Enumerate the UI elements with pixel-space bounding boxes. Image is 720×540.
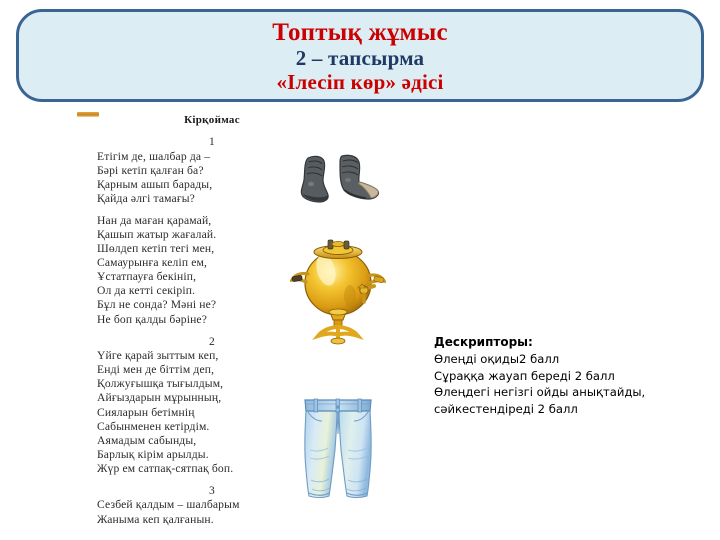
jeans-illustration (298, 392, 378, 504)
poem-line: Сияларын бетімнің (97, 405, 195, 419)
descriptor-line: сәйкестендіреді 2 балл (434, 401, 578, 416)
poem-line: Шөлдеп кетіп тегі мен, (97, 242, 215, 256)
poem-line: Қолжуғышқа тығылдым, (97, 377, 224, 391)
stanza-gap (97, 206, 327, 214)
poem-title: Кірқоймас (184, 114, 240, 126)
banner-title-line-3: «Ілесіп көр» әдісі (276, 70, 444, 94)
poem-line: Барлық кірім арылды. (97, 447, 209, 461)
poem-line: Самаурынға келіп ем, (97, 256, 208, 270)
descriptor-line: Өлеңдегі негізгі ойды анықтайды, (434, 385, 646, 400)
poem-line: Не боп қалды бәріне? (97, 312, 208, 326)
descriptors-lines (434, 351, 718, 417)
title-banner (16, 9, 704, 102)
poem-line: Етігім де, шалбар да – (97, 149, 211, 163)
samovar-illustration (290, 228, 386, 346)
poem-line: Енді мен де біттім деп, (97, 363, 215, 377)
descriptor-line: Сұраққа жауап береді 2 балл (434, 368, 615, 383)
poem-line: Бұл не сонда? Мәні не? (97, 298, 217, 312)
scanned-page (0, 104, 720, 540)
page-edge-marker (77, 112, 99, 117)
stanza-gap (97, 476, 327, 484)
stanza-number: 3 (209, 484, 215, 497)
poem-line: Қашып жатыр жағалай. (97, 227, 217, 241)
banner-title-line-1: Топтық жұмыс (272, 19, 448, 47)
poem-line: Қайда әлгі тамағы? (97, 191, 195, 205)
poem-line: Бәрі кетіп қалған ба? (97, 163, 204, 177)
stanza-number: 2 (209, 335, 215, 348)
poem-line: Жүр ем сатпақ-сятпақ боп. (97, 461, 234, 475)
descriptors-title: Дескрипторы: (434, 335, 533, 349)
descriptors-block (434, 334, 718, 417)
poem-line: Сабынменен кетірдім. (97, 419, 210, 433)
stanza-number: 1 (209, 136, 215, 148)
poem-line: Қарным ашып барады, (97, 177, 213, 191)
poem-line: Ұстатпауға бекініп, (97, 270, 197, 284)
banner-title-line-2: 2 – тапсырма (295, 46, 425, 71)
poem-line: Аямадым сабынды, (97, 433, 197, 447)
poem-line: Сезбей қалдым – шалбарым (97, 498, 240, 512)
poem-line: Нан да маған қарамай, (97, 213, 212, 227)
poem-line: Айғыздарын мұрынның, (97, 391, 222, 405)
poem-line: Ол да кетті секіріп. (97, 284, 196, 298)
poem-line: Үйге қарай зыттым кеп, (97, 349, 219, 363)
boots-illustration (296, 150, 382, 208)
descriptor-line: Өлеңді оқиды2 балл (434, 352, 560, 367)
poem-line: Жаныма кеп қалғанын. (97, 512, 214, 526)
